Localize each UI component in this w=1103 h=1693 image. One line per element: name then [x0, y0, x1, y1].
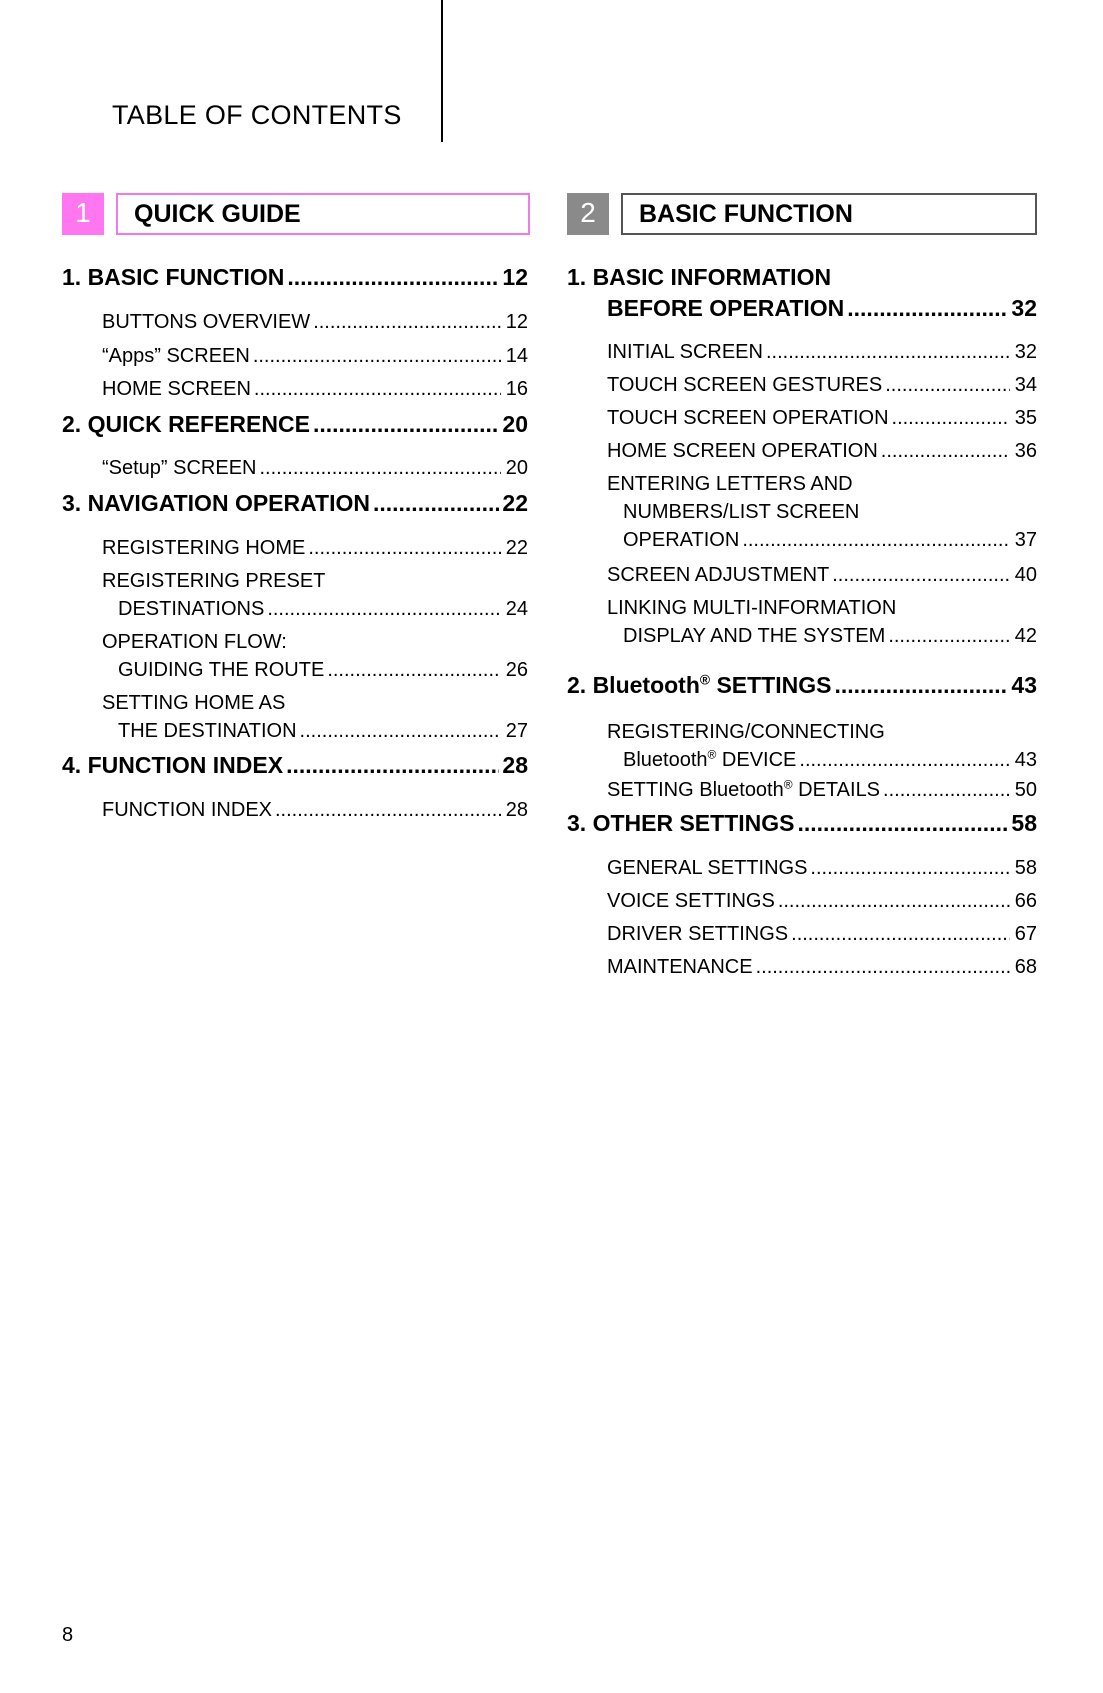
toc-entry-title — [607, 776, 880, 804]
toc-entry-title: 1. BASIC INFORMATION — [567, 264, 832, 290]
toc-topic-entry[interactable] — [607, 338, 1037, 366]
toc-topic-entry[interactable] — [607, 470, 1037, 554]
toc-topic-entry[interactable] — [607, 437, 1037, 465]
toc-entry-title: ENTERING LETTERS AND — [607, 473, 853, 495]
toc-entry-title — [118, 717, 297, 745]
toc-page-number: 28 — [502, 752, 528, 778]
toc-entry-text: 2. Bluetooth — [567, 672, 700, 698]
toc-entry-title — [102, 342, 250, 370]
toc-entry-text: DEVICE — [716, 749, 797, 771]
toc-topic-entry[interactable] — [607, 953, 1037, 981]
dot-leader — [373, 488, 499, 519]
toc-page-number: 14 — [505, 345, 528, 367]
toc-entry-text: DESTINATIONS — [118, 598, 265, 620]
toc-entry-title — [102, 375, 251, 403]
toc-page-number: 12 — [502, 264, 528, 290]
toc-entry-title — [607, 920, 788, 948]
toc-entry-title — [102, 454, 257, 482]
dot-leader — [892, 404, 1010, 432]
toc-entry-text: FUNCTION INDEX — [102, 799, 272, 821]
toc-entry-text: SCREEN ADJUSTMENT — [607, 564, 830, 586]
toc-entry-text: GUIDING THE ROUTE — [118, 659, 325, 681]
dot-leader — [847, 293, 1008, 324]
toc-page-number: 43 — [1014, 749, 1037, 771]
toc-page-number: 68 — [1014, 956, 1037, 978]
dot-leader — [313, 308, 501, 336]
toc-page-number: 32 — [1014, 341, 1037, 363]
toc-page-number: 40 — [1014, 564, 1037, 586]
toc-chapter-entry[interactable] — [62, 409, 528, 440]
toc-page-number: 43 — [1011, 672, 1037, 698]
toc-entry-title — [102, 796, 272, 824]
toc-entry-title — [607, 953, 753, 981]
dot-leader — [766, 338, 1010, 366]
dot-leader — [778, 887, 1010, 915]
toc-entry-text: MAINTENANCE — [607, 956, 753, 978]
toc-entry-text: 3. OTHER SETTINGS — [567, 810, 795, 836]
dot-leader — [834, 670, 1008, 701]
toc-entry-text: GENERAL SETTINGS — [607, 857, 808, 879]
toc-page-number: 32 — [1011, 295, 1037, 321]
toc-entry-title — [607, 854, 807, 882]
toc-entry-title: LINKING MULTI-INFORMATION — [607, 597, 897, 619]
dot-leader — [810, 854, 1010, 882]
toc-page-number: 26 — [505, 659, 528, 681]
section-number-badge: 2 — [567, 193, 609, 235]
toc-entry-text: “Apps” SCREEN — [102, 345, 250, 367]
section-header-quick-guide[interactable] — [62, 193, 528, 235]
toc-entry-text: DETAILS — [792, 779, 881, 801]
toc-entry-title — [62, 488, 370, 519]
toc-page-number: 12 — [505, 311, 528, 333]
dot-leader — [885, 371, 1010, 399]
toc-page-number: 37 — [1014, 529, 1037, 551]
toc-entry-text: BEFORE OPERATION — [607, 295, 845, 321]
toc-topic-entry[interactable] — [102, 454, 528, 482]
toc-entry-title: NUMBERS/LIST SCREEN — [623, 501, 860, 523]
toc-entry-title — [623, 526, 739, 554]
toc-page-number: 58 — [1014, 857, 1037, 879]
registered-mark: ® — [783, 777, 793, 792]
toc-entry-title — [607, 338, 763, 366]
toc-entry-text: TOUCH SCREEN GESTURES — [607, 374, 883, 396]
toc-topic-entry[interactable] — [607, 854, 1037, 882]
toc-page-number: 20 — [505, 457, 528, 479]
toc-entry-title — [607, 887, 775, 915]
toc-entry-title: OPERATION FLOW: — [102, 631, 287, 653]
section-title: BASIC FUNCTION — [621, 193, 1037, 235]
dot-leader — [797, 808, 1008, 839]
toc-chapter-entry[interactable] — [62, 262, 528, 293]
toc-entry-text: INITIAL SCREEN — [607, 341, 763, 363]
toc-topic-entry[interactable] — [607, 887, 1037, 915]
section-title: QUICK GUIDE — [116, 193, 530, 235]
toc-entry-text: TOUCH SCREEN OPERATION — [607, 407, 889, 429]
toc-page-number: 16 — [505, 378, 528, 400]
toc-page-number: 22 — [502, 490, 528, 516]
toc-page-number: 67 — [1014, 923, 1037, 945]
section-number-badge: 1 — [62, 193, 104, 235]
toc-entry-text: 2. QUICK REFERENCE — [62, 411, 310, 437]
toc-entry-text: REGISTERING HOME — [102, 537, 306, 559]
toc-entry-title — [623, 622, 885, 650]
toc-entry-title — [567, 670, 831, 701]
dot-leader — [287, 262, 499, 293]
toc-entry-title — [102, 534, 305, 562]
dot-leader — [275, 796, 501, 824]
toc-entry-text: SETTINGS — [710, 672, 832, 698]
toc-entry-text: SETTING Bluetooth — [607, 779, 784, 801]
toc-entry-text: VOICE SETTINGS — [607, 890, 775, 912]
toc-entry-title: REGISTERING/CONNECTING — [607, 721, 885, 743]
toc-page-number: 20 — [502, 411, 528, 437]
page-title: TABLE OF CONTENTS — [112, 100, 402, 130]
dot-leader — [327, 656, 501, 684]
toc-entry-title — [118, 656, 324, 684]
toc-entry-title — [62, 262, 284, 293]
toc-topic-entry[interactable] — [607, 371, 1037, 399]
toc-page-number: 66 — [1014, 890, 1037, 912]
toc-entry-title — [62, 409, 310, 440]
dot-leader — [300, 717, 501, 745]
toc-page-number: 34 — [1014, 374, 1037, 396]
dot-leader — [791, 920, 1010, 948]
toc-entry-title — [607, 437, 878, 465]
dot-leader — [756, 953, 1010, 981]
toc-topic-entry[interactable] — [102, 308, 528, 336]
toc-entry-text: DRIVER SETTINGS — [607, 923, 789, 945]
toc-entry-title — [623, 746, 796, 774]
toc-topic-entry[interactable] — [607, 718, 1037, 774]
toc-chapter-entry[interactable] — [567, 262, 1037, 324]
toc-topic-entry[interactable] — [607, 920, 1037, 948]
registered-mark: ® — [699, 672, 711, 688]
toc-topic-entry[interactable] — [607, 561, 1037, 589]
toc-chapter-entry[interactable] — [567, 670, 1037, 701]
dot-leader — [742, 526, 1010, 554]
toc-entry-text: 1. BASIC FUNCTION — [62, 264, 285, 290]
toc-topic-entry[interactable] — [102, 796, 528, 824]
dot-leader — [253, 342, 501, 370]
registered-mark: ® — [707, 747, 717, 762]
toc-entry-text: OPERATION — [623, 529, 740, 551]
toc-entry-title — [567, 808, 794, 839]
toc-topic-entry[interactable] — [102, 342, 528, 370]
toc-entry-text: 4. FUNCTION INDEX — [62, 752, 284, 778]
dot-leader — [267, 595, 501, 623]
toc-entry-title: SETTING HOME AS — [102, 692, 286, 714]
toc-entry-text: 3. NAVIGATION OPERATION — [62, 490, 370, 516]
toc-entry-text: Bluetooth — [623, 749, 708, 771]
dot-leader — [881, 437, 1010, 465]
toc-page-number: 50 — [1014, 779, 1037, 801]
toc-chapter-entry[interactable] — [62, 750, 528, 781]
toc-entry-title — [607, 404, 889, 432]
toc-topic-entry[interactable] — [102, 534, 528, 562]
dot-leader — [883, 776, 1010, 804]
toc-page-number: 22 — [505, 537, 528, 559]
toc-page-number: 42 — [1014, 625, 1037, 647]
toc-entry-text: THE DESTINATION — [118, 720, 297, 742]
dot-leader — [260, 454, 502, 482]
toc-topic-entry[interactable] — [607, 776, 1037, 804]
title-divider — [441, 0, 443, 142]
dot-leader — [799, 746, 1010, 774]
toc-entry-title — [102, 308, 310, 336]
dot-leader — [888, 622, 1010, 650]
toc-entry-text: DISPLAY AND THE SYSTEM — [623, 625, 886, 647]
dot-leader — [308, 534, 501, 562]
toc-entry-text: HOME SCREEN — [102, 378, 251, 400]
toc-page-number: 35 — [1014, 407, 1037, 429]
toc-entry-title — [118, 595, 264, 623]
toc-page-number: 24 — [505, 598, 528, 620]
toc-topic-entry[interactable] — [607, 404, 1037, 432]
toc-entry-title: REGISTERING PRESET — [102, 570, 326, 592]
toc-topic-entry[interactable] — [607, 594, 1037, 650]
dot-leader — [313, 409, 499, 440]
toc-chapter-entry[interactable] — [567, 808, 1037, 839]
page-number: 8 — [62, 1624, 74, 1646]
section-header-basic-function[interactable] — [567, 193, 1037, 235]
toc-page-number: 36 — [1014, 440, 1037, 462]
toc-chapter-entry[interactable] — [62, 488, 528, 519]
toc-page-number: 28 — [505, 799, 528, 821]
toc-entry-text: BUTTONS OVERVIEW — [102, 311, 311, 333]
dot-leader — [286, 750, 499, 781]
toc-entry-text: HOME SCREEN OPERATION — [607, 440, 878, 462]
toc-topic-entry[interactable] — [102, 375, 528, 403]
toc-entry-title — [607, 371, 882, 399]
toc-entry-text: “Setup” SCREEN — [102, 457, 257, 479]
toc-entry-title — [607, 293, 844, 324]
dot-leader — [254, 375, 501, 403]
toc-topic-entry[interactable] — [102, 628, 528, 684]
toc-entry-title — [607, 561, 829, 589]
toc-topic-entry[interactable] — [102, 689, 528, 745]
toc-entry-title — [62, 750, 283, 781]
toc-topic-entry[interactable] — [102, 567, 528, 623]
dot-leader — [832, 561, 1010, 589]
toc-page-number: 58 — [1011, 810, 1037, 836]
toc-page-number: 27 — [505, 720, 528, 742]
